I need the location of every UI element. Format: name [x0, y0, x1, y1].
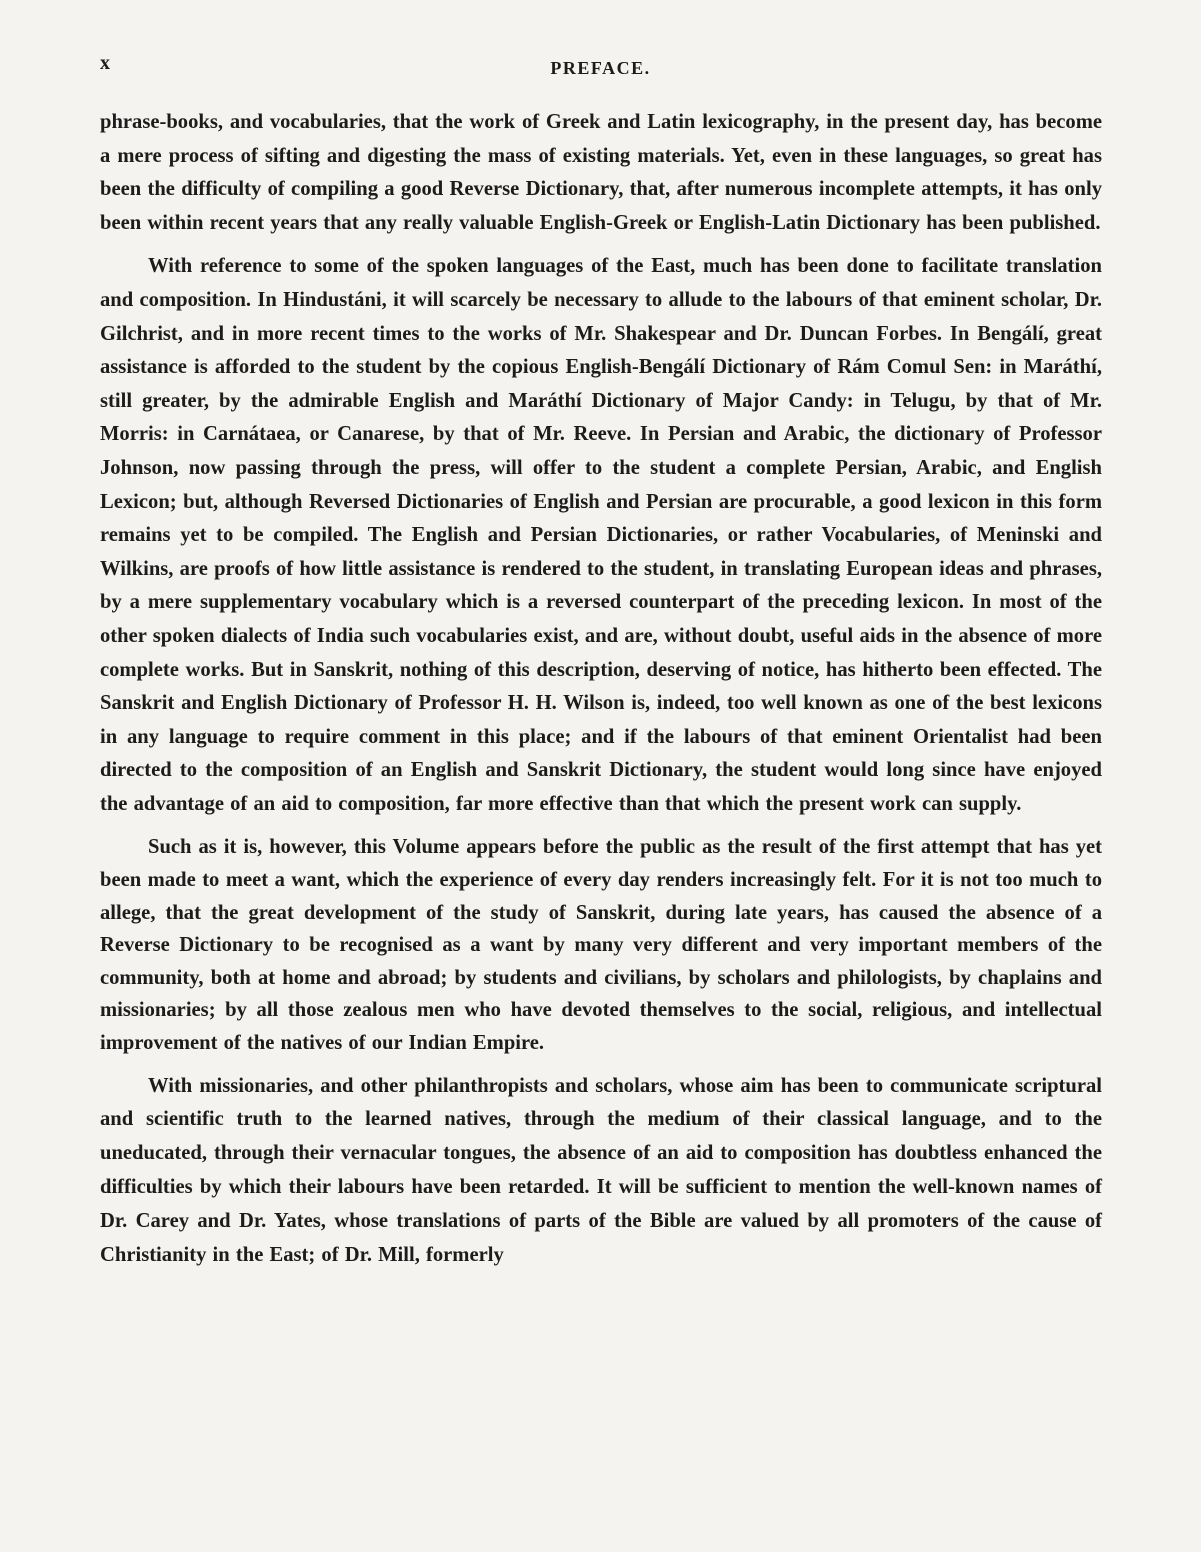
- paragraph-1: phrase-books, and vocabularies, that the work of Greek and Latin lexicography, in the present day, has become a mere process of sifting and digesting the mass of existing materials. Yet, even in these languages, so great has been the difficulty of compiling a good Reverse Dictionary, that, after numerous incomplete attempts, it has only been within recent years that any really valuable English-Greek or English-Latin Dictionary has been published.: [100, 111, 1102, 234]
- running-head: PREFACE.: [550, 58, 651, 78]
- paragraph-2: With reference to some of the spoken languages of the East, much has been done to facilitate translation and composition. In Hindustáni, it will scarcely be necessary to allude to the labours of that eminent scholar, Dr. Gilchrist, and in more recent times to the works of Mr. Shakespear and Dr. Duncan Forbes. In Bengálí, great assistance is afforded to the student by the copious English-Bengálí Dictionary of Rám Comul Sen: in Maráthí, still greater, by the admirable English and Maráthí Dictionary of Major Candy: in Telugu, by that of Mr. Morris: in Carnátaea, or Canarese, by that of Mr. Reeve. In Persian and Arabic, the dictionary of Professor Johnson, now passing through the press, will offer to the student a complete Persian, Arabic, and English Lexicon; but, although Reversed Dictionaries of English and Persian are procurable, a good lexicon in this form remains yet to be compiled. The English and Persian Dictionaries, or rather Vocabularies, of Meninski and Wilkins, are proofs of how little assistance is rendered to the student, in translating European ideas and phrases, by a mere supplementary vocabulary which is a reversed counterpart of the preceding lexicon. In most of the other spoken dialects of India such vocabularies exist, and are, without doubt, useful aids in the absence of more complete works. But in Sanskrit, nothing of this description, deserving of notice, has hitherto been effected. The Sanskrit and English Dictionary of Professor H. H. Wilson is, indeed, too well known as one of the best lexicons in any language to require comment in this place; and if the labours of that eminent Orientalist had been directed to the composition of an English and Sanskrit Dictionary, the student would long since have enjoyed the advantage of an aid to composition, far more effective than that which the present work can supply.: [100, 255, 1102, 815]
- paragraph-3: Such as it is, however, this Volume appears before the public as the result of the first attempt that has yet been made to meet a want, which the experience of every day renders increasingly felt. For it is not too much to allege, that the great development of the study of Sanskrit, during late years, has caused the absence of a Reverse Dictionary to be recognised as a want by many very different and very important members of the community, both at home and abroad; by students and civilians, by scholars and philologists, by chaplains and missionaries; by all those zealous men who have devoted themselves to the social, religious, and intellectual improvement of the natives of our Indian Empire.: [100, 836, 1102, 1055]
- page-number: x: [100, 52, 111, 74]
- body-text: [100, 106, 1102, 1282]
- paragraph-4: With missionaries, and other philanthropists and scholars, whose aim has been to communicate scriptural and scientific truth to the learned natives, through the medium of their classical language, and to the uneducated, through their vernacular tongues, the absence of an aid to composition has doubtless enhanced the difficulties by which their labours have been retarded. It will be sufficient to mention the well-known names of Dr. Carey and Dr. Yates, whose translations of parts of the Bible are valued by all promoters of the cause of Christianity in the East; of Dr. Mill, formerly: [100, 1074, 1102, 1266]
